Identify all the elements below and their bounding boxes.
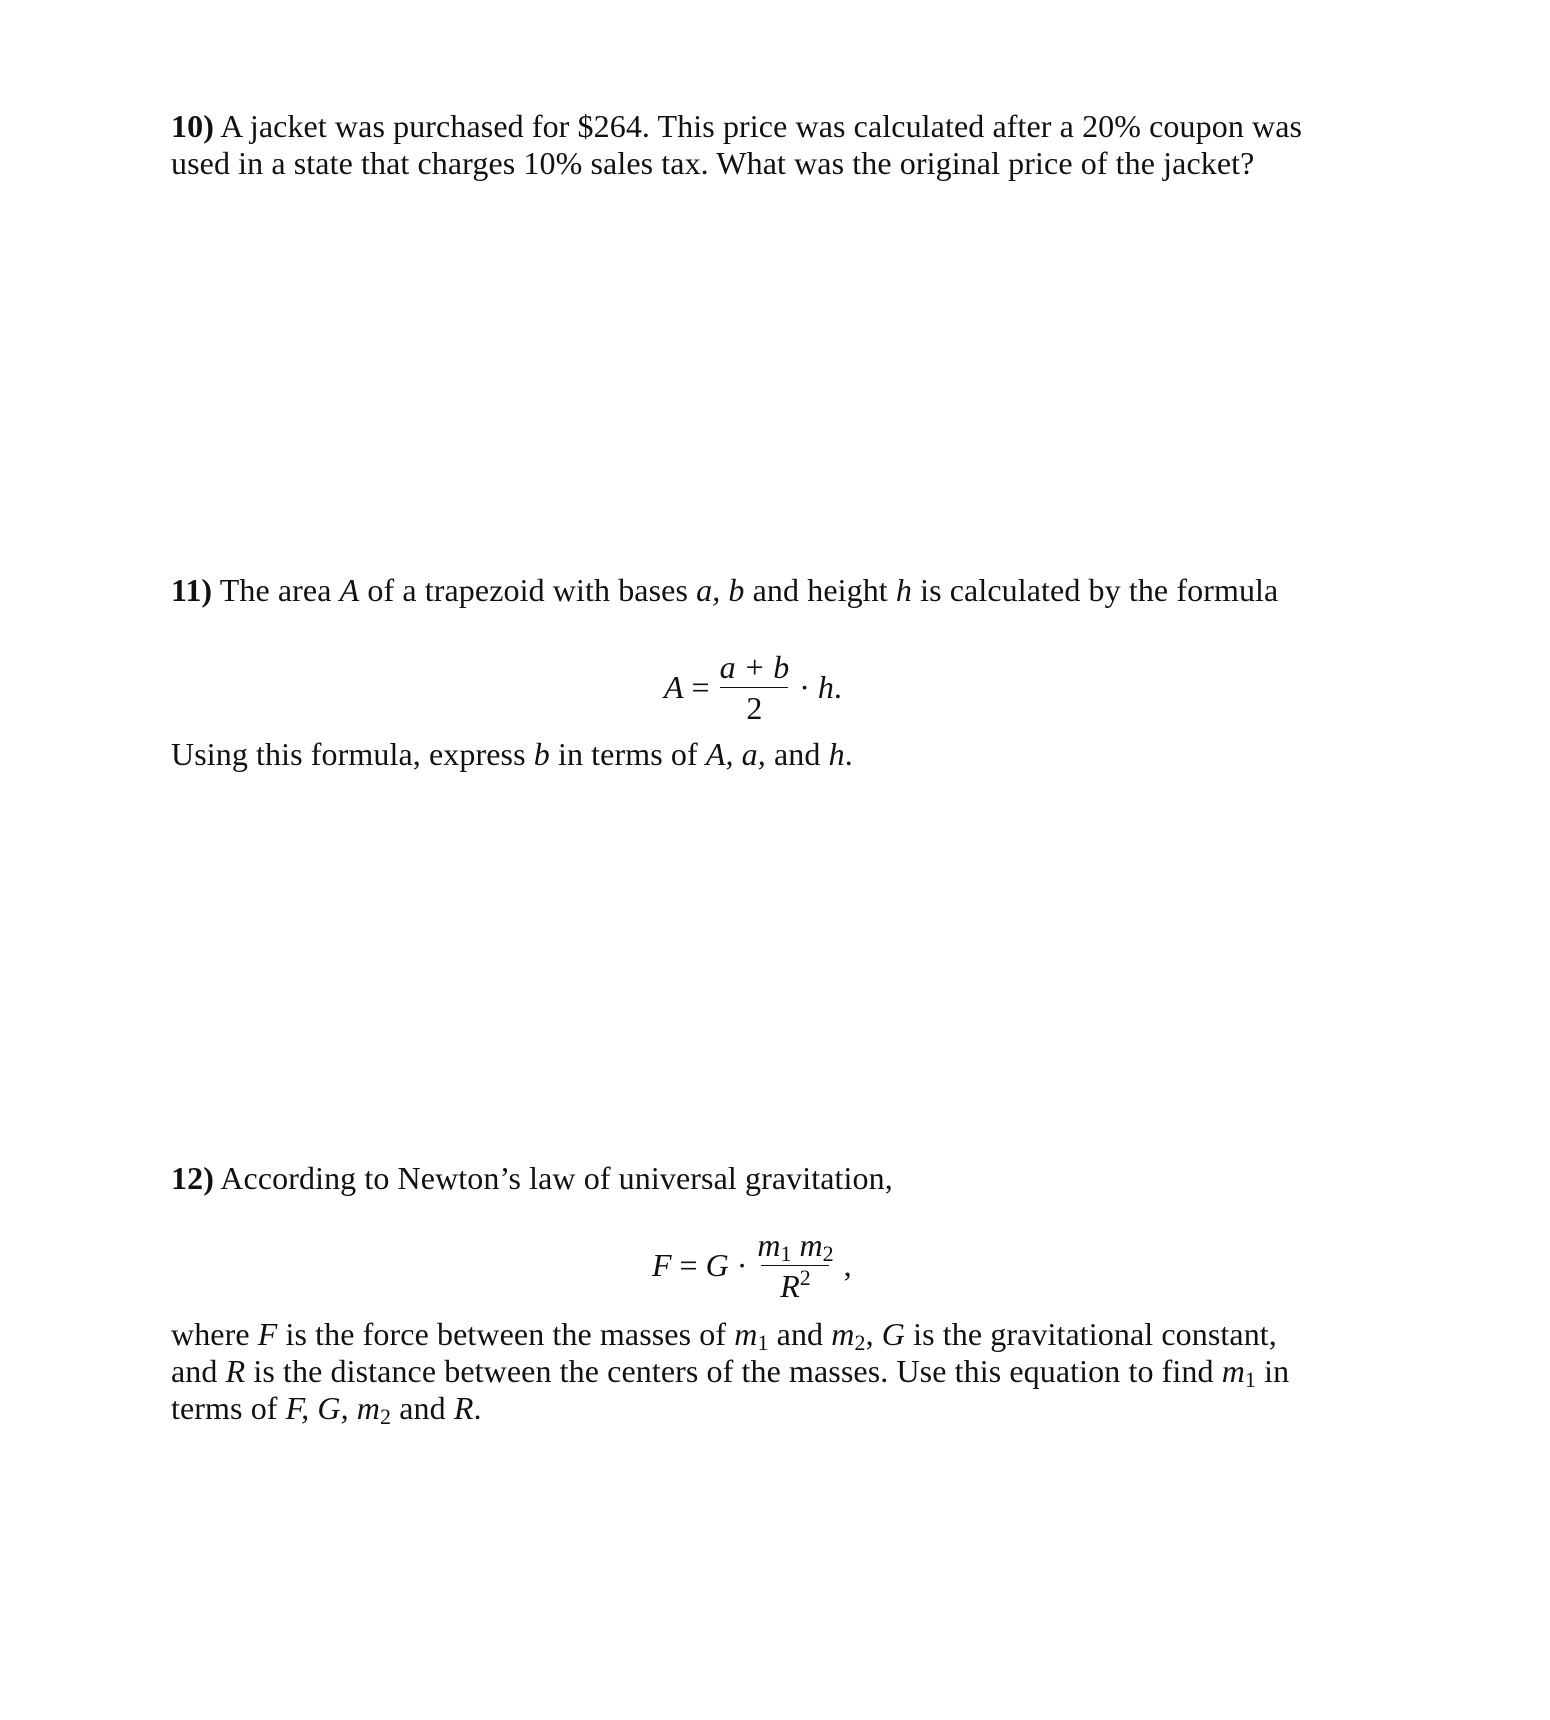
problem-10-line-1: 10) A jacket was purchased for $264. This price was calculated after a 20% coupon was [171,108,1303,144]
problem-11 [171,572,1361,609]
problem-10-line-2: used in a state that charges 10% sales tax. What was the original price of the jacket? [171,145,1255,181]
fraction-denominator: $R^2$ [761,1265,829,1303]
problem-11-question [171,736,1361,773]
problem-12-line-2: and R is the distance between the centers of the masses. Use this equation to find $m_1$ in [171,1353,1290,1392]
problem-number: 10) [171,108,214,144]
problem-11-question-text: Using this formula, express b in terms of A, a, and h. [171,736,853,772]
trapezoid-area-formula: A = $\frac{a + b}{2}$ · h . [664,649,842,726]
fraction-numerator: a + b [719,649,790,685]
fraction-denominator: 2 [720,687,788,725]
problem-12-line-3: terms of F, G, $m_2$ and R. [171,1390,482,1429]
gravitation-formula: F = G · $\frac{m_1 m_2}{R^2}$ , [652,1227,852,1304]
problem-12-intro: 12) According to Newton’s law of universal gravitation, [171,1160,893,1196]
problem-12 [171,1160,1361,1197]
problem-10 [171,108,1361,182]
problem-12-body [171,1316,1361,1427]
formula-fraction [716,650,794,725]
problem-11-intro: 11) The area A of a trapezoid with bases a, b and height h is calculated by the formula [171,572,1279,608]
formula-fraction [753,1228,837,1303]
problem-number: 11) [171,572,213,608]
problem-number: 12) [171,1160,214,1196]
fraction-numerator: $m_1$ $m_2$ [757,1227,834,1266]
problem-12-line-1: where F is the force between the masses of $m_1$ and $m_2$, G is the gravitational constant, [171,1316,1277,1355]
